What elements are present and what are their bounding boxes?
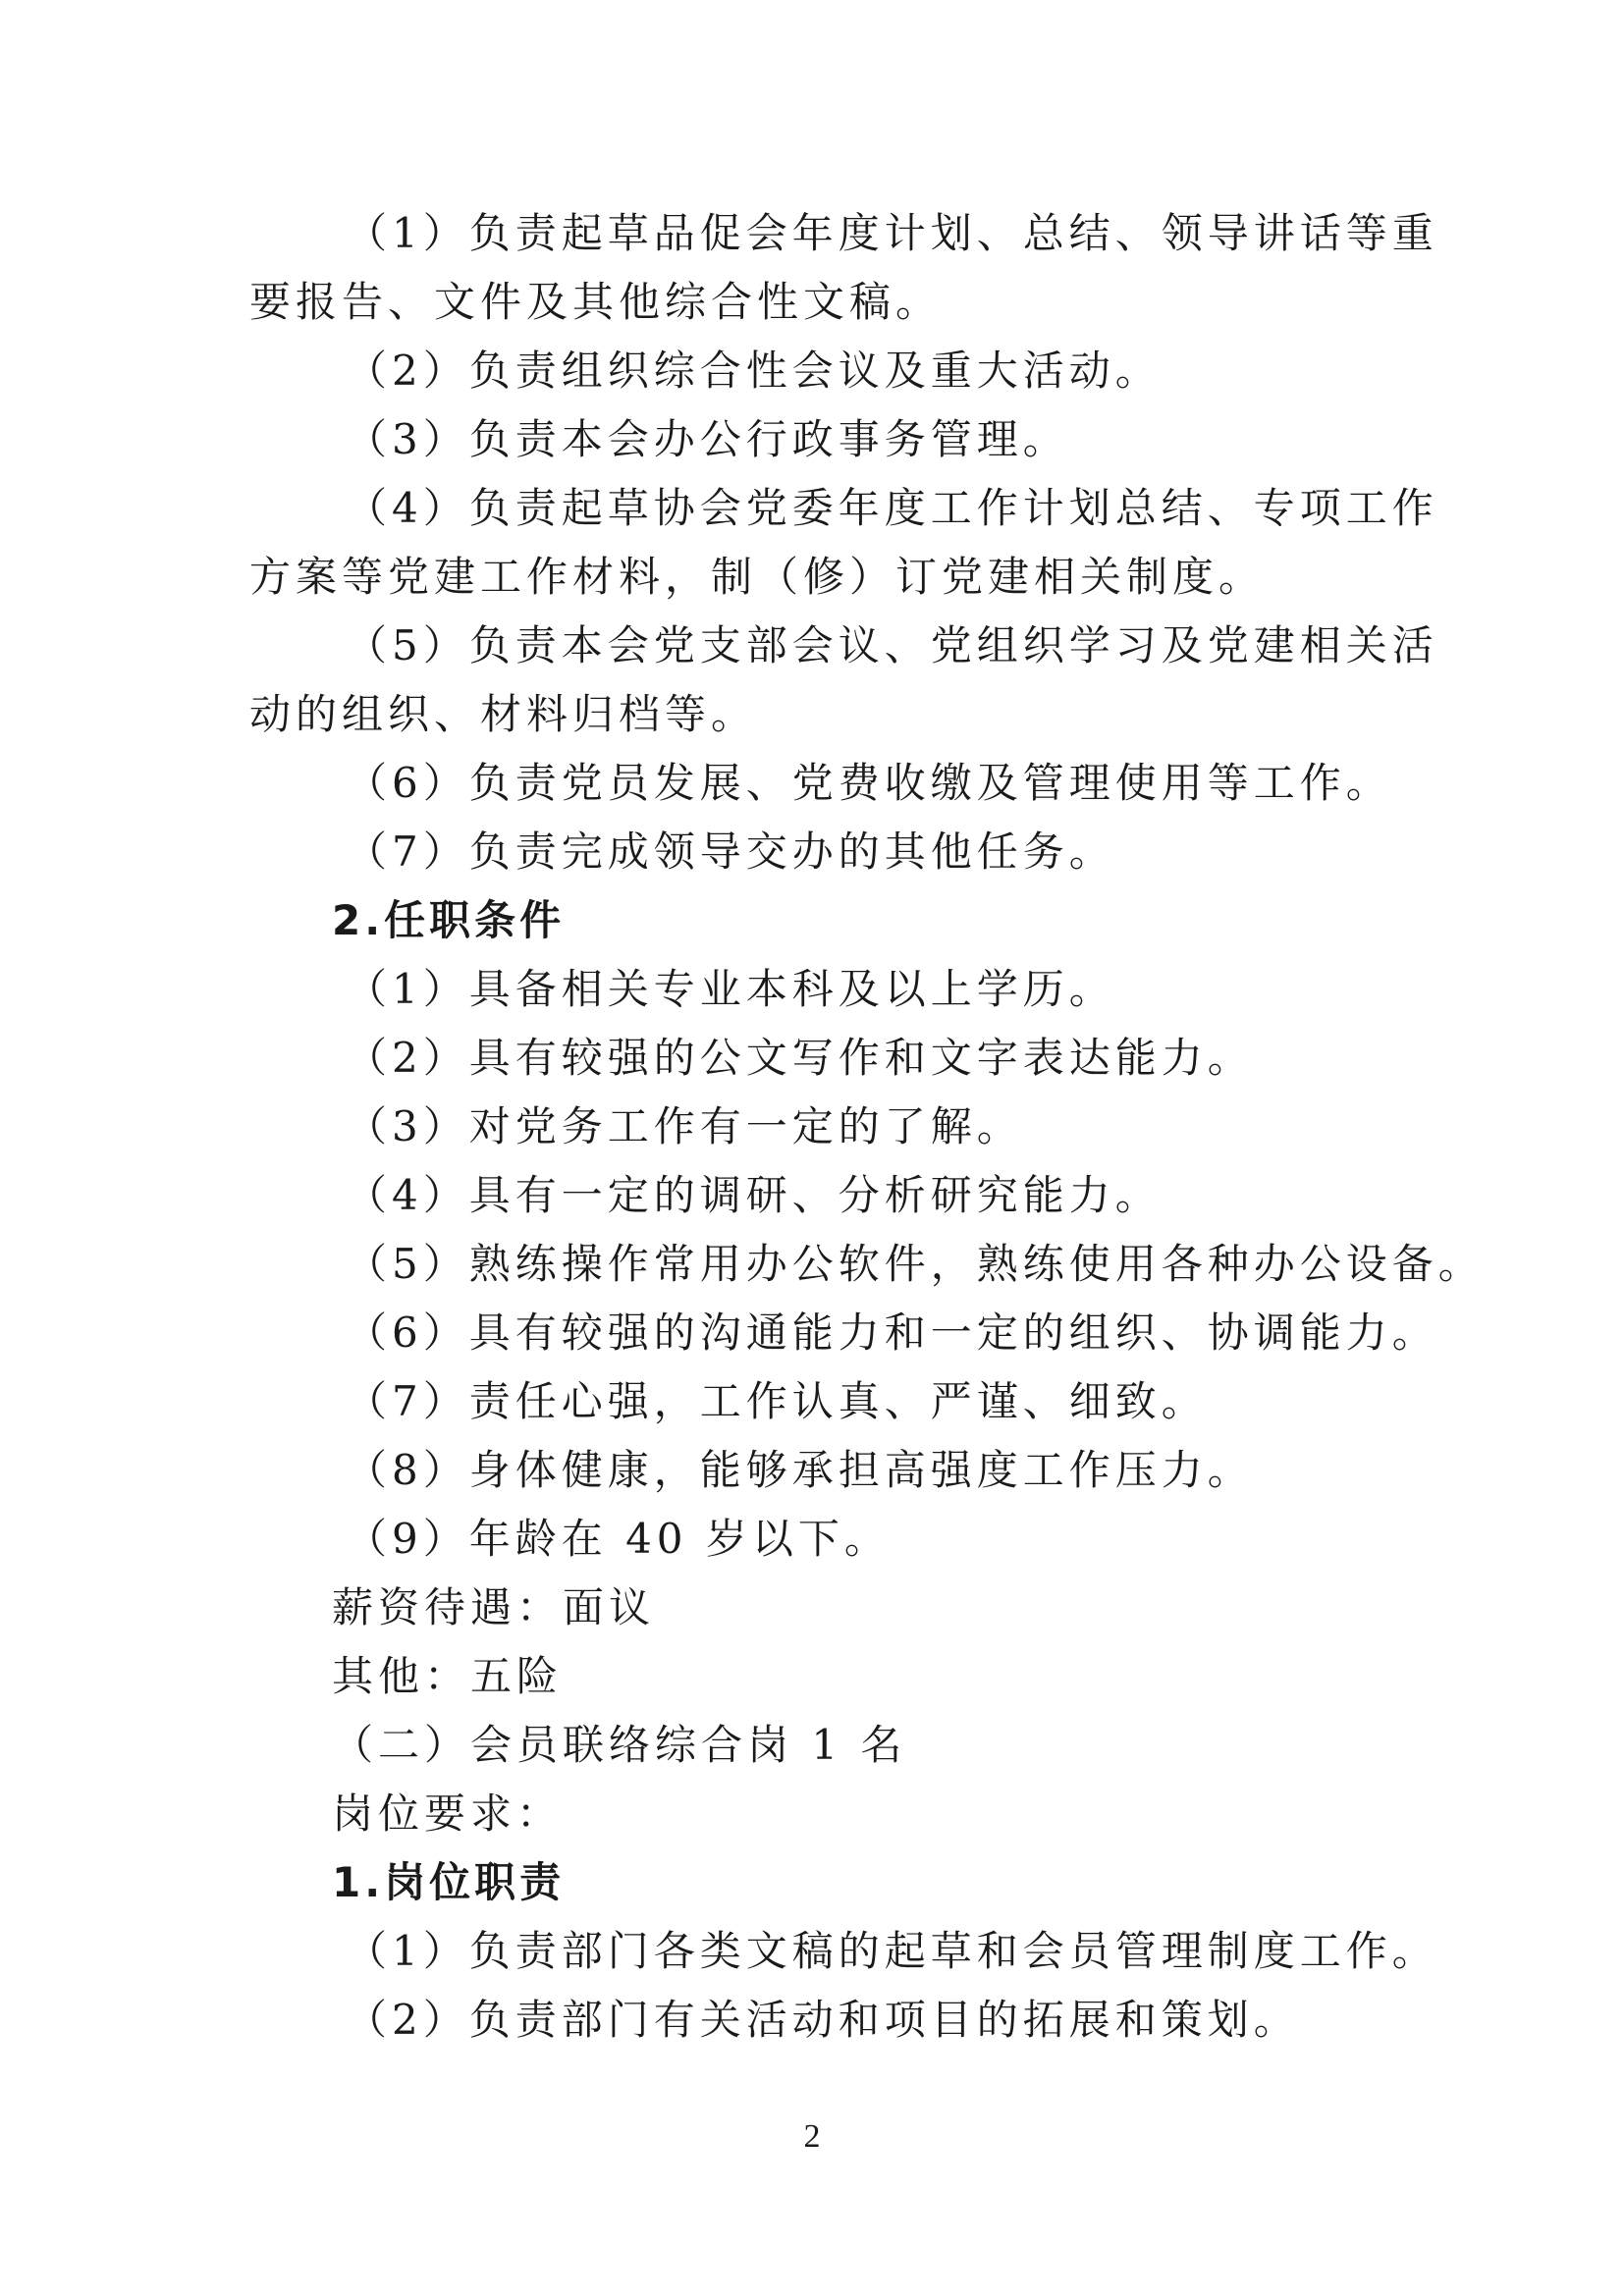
section-heading: 1.岗位职责 [332, 1858, 566, 1906]
paragraph-line: （5）负责本会党支部会议、党组织学习及党建相关活 [346, 621, 1438, 669]
paragraph-line: （2）负责部门有关活动和项目的拓展和策划。 [346, 1996, 1300, 2044]
paragraph-line: （5）熟练操作常用办公软件，熟练使用各种办公设备。 [346, 1240, 1485, 1288]
paragraph-line: 岗位要求： [332, 1789, 564, 1838]
paragraph-line: （4）负责起草协会党委年度工作计划总结、专项工作 [346, 484, 1438, 532]
paragraph-line: 要报告、文件及其他综合性文稿。 [249, 278, 943, 326]
paragraph-line: （6）具有较强的沟通能力和一定的组织、协调能力。 [346, 1308, 1438, 1357]
paragraph-line: （3）负责本会办公行政事务管理。 [346, 415, 1069, 463]
paragraph-line: （1）具备相关专业本科及以上学历。 [346, 965, 1115, 1013]
paragraph-line: （1）负责起草品促会年度计划、总结、领导讲话等重 [346, 209, 1438, 257]
paragraph-line: （4）具有一定的调研、分析研究能力。 [346, 1171, 1162, 1219]
paragraph-line: 其他：五险 [332, 1652, 564, 1700]
paragraph-line: 薪资待遇：面议 [332, 1583, 656, 1631]
paragraph-line: （7）负责完成领导交办的其他任务。 [346, 828, 1115, 876]
paragraph-line: 方案等党建工作材料，制（修）订党建相关制度。 [249, 553, 1266, 601]
paragraph-line: （3）对党务工作有一定的了解。 [346, 1102, 1023, 1150]
section-heading: （二）会员联络综合岗 1 名 [332, 1721, 907, 1769]
paragraph-line: （1）负责部门各类文稿的起草和会员管理制度工作。 [346, 1927, 1438, 1975]
paragraph-line: （2）负责组织综合性会议及重大活动。 [346, 347, 1162, 395]
paragraph-line: （9）年龄在 40 岁以下。 [346, 1515, 891, 1563]
paragraph-line: （6）负责党员发展、党费收缴及管理使用等工作。 [346, 759, 1392, 807]
page-number: 2 [803, 2118, 821, 2155]
paragraph-line: （2）具有较强的公文写作和文字表达能力。 [346, 1034, 1254, 1082]
section-heading: 2.任职条件 [332, 896, 566, 944]
paragraph-line: （8）身体健康，能够承担高强度工作压力。 [346, 1446, 1254, 1494]
paragraph-line: 动的组织、材料归档等。 [249, 690, 758, 738]
paragraph-line: （7）责任心强，工作认真、严谨、细致。 [346, 1377, 1208, 1425]
